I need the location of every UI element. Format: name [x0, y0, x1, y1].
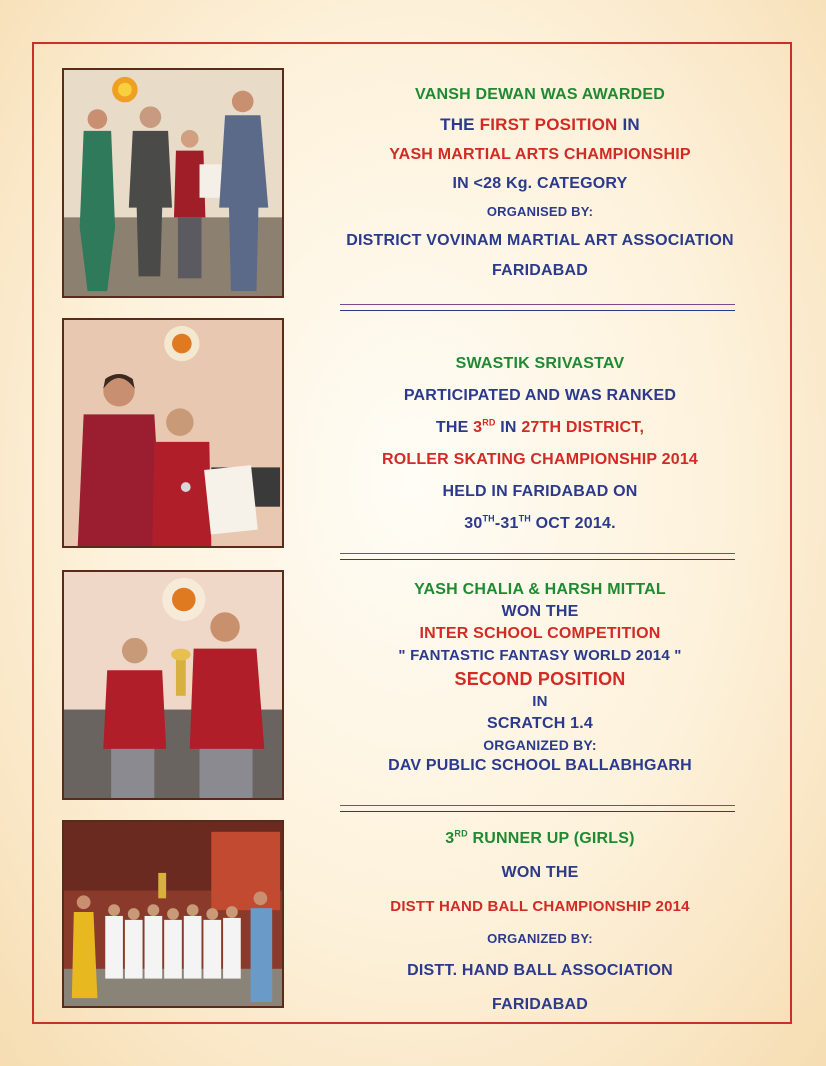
- text-fragment: INTER SCHOOL COMPETITION: [419, 625, 661, 642]
- text-fragment: ROLLER SKATING CHAMPIONSHIP 2014: [381, 451, 699, 468]
- text-line: [330, 713, 750, 735]
- text-fragment: WON THE: [501, 864, 579, 881]
- text-fragment: 30: [464, 515, 483, 532]
- text-line: [330, 890, 750, 924]
- text-line: [330, 110, 750, 140]
- text-fragment: THE: [440, 115, 480, 134]
- text-line: [330, 412, 750, 444]
- text-fragment: ORGANIZED BY:: [487, 931, 593, 946]
- text-line: [330, 954, 750, 988]
- divider-2: [340, 553, 735, 560]
- text-fragment: THE: [435, 419, 474, 436]
- text-line: [330, 140, 750, 170]
- text-fragment: YASH MARTIAL ARTS CHAMPIONSHIP: [389, 146, 691, 163]
- award-ceremony-photo: [62, 68, 284, 298]
- divider-1: [340, 304, 735, 311]
- text-line: [330, 735, 750, 755]
- text-fragment: WON THE: [501, 603, 579, 620]
- text-fragment: SWASTIK SRIVASTAV: [455, 355, 625, 372]
- text-fragment: RD: [454, 828, 468, 839]
- text-line: [330, 691, 750, 713]
- text-line: [330, 601, 750, 623]
- text-fragment: TH: [518, 513, 532, 524]
- text-line: [330, 80, 750, 110]
- text-line: [330, 667, 750, 691]
- medal-certificate-photo: [62, 318, 284, 548]
- section-1-text: [330, 80, 750, 286]
- text-fragment: IN: [532, 693, 548, 710]
- text-line: [330, 476, 750, 508]
- text-fragment: DISTT HAND BALL CHAMPIONSHIP 2014: [390, 898, 690, 915]
- text-fragment: SECOND POSITION: [454, 669, 626, 689]
- text-fragment: ORGANIZED BY:: [483, 737, 597, 753]
- text-fragment: 27TH DISTRICT,: [521, 419, 645, 436]
- text-fragment: YASH CHALIA & HARSH MITTAL: [414, 581, 666, 598]
- text-line: [330, 170, 750, 198]
- text-line: [330, 380, 750, 412]
- section-4-text: [330, 822, 750, 1022]
- text-line: [330, 508, 750, 540]
- text-fragment: OCT 2014.: [531, 515, 616, 532]
- text-line: [330, 856, 750, 890]
- text-line: [330, 198, 750, 226]
- text-fragment: IN: [495, 419, 522, 436]
- section-2-text: [330, 348, 750, 540]
- trophy-handover-photo: [62, 570, 284, 800]
- text-fragment: FIRST POSITION: [479, 115, 618, 134]
- text-line: [330, 988, 750, 1022]
- text-fragment: FARIDABAD: [491, 262, 589, 279]
- text-fragment: SCRATCH 1.4: [487, 715, 593, 732]
- text-line: [330, 348, 750, 380]
- text-fragment: RD: [482, 417, 496, 428]
- text-line: [330, 444, 750, 476]
- text-fragment: HELD IN FARIDABAD ON: [442, 483, 638, 500]
- text-line: [330, 755, 750, 777]
- text-fragment: ORGANISED BY:: [486, 204, 594, 219]
- text-fragment: DISTT. HAND BALL ASSOCIATION: [407, 962, 673, 979]
- text-fragment: DAV PUBLIC SCHOOL BALLABHGARH: [388, 757, 692, 774]
- text-fragment: 3: [473, 419, 483, 436]
- text-line: [330, 623, 750, 645]
- divider-3: [340, 805, 735, 812]
- text-line: [330, 822, 750, 856]
- text-fragment: IN <28 Kg. CATEGORY: [452, 175, 628, 192]
- text-fragment: TH: [482, 513, 495, 524]
- text-fragment: DISTRICT VOVINAM MARTIAL ART ASSOCIATION: [346, 232, 734, 249]
- text-line: [330, 924, 750, 954]
- text-fragment: PARTICIPATED AND WAS RANKED: [403, 387, 677, 404]
- text-fragment: FARIDABAD: [491, 996, 589, 1013]
- text-line: [330, 256, 750, 286]
- text-fragment: " FANTASTIC FANTASY WORLD 2014 ": [398, 647, 682, 664]
- text-fragment: IN: [617, 115, 640, 134]
- text-fragment: -31: [494, 515, 519, 532]
- text-fragment: RUNNER UP (GIRLS): [467, 830, 635, 847]
- section-3-text: [330, 579, 750, 777]
- text-fragment: 3: [445, 830, 455, 847]
- text-line: [330, 226, 750, 256]
- text-line: [330, 645, 750, 667]
- text-fragment: VANSH DEWAN WAS AWARDED: [415, 86, 665, 103]
- text-line: [330, 579, 750, 601]
- team-trophy-photo: [62, 820, 284, 1008]
